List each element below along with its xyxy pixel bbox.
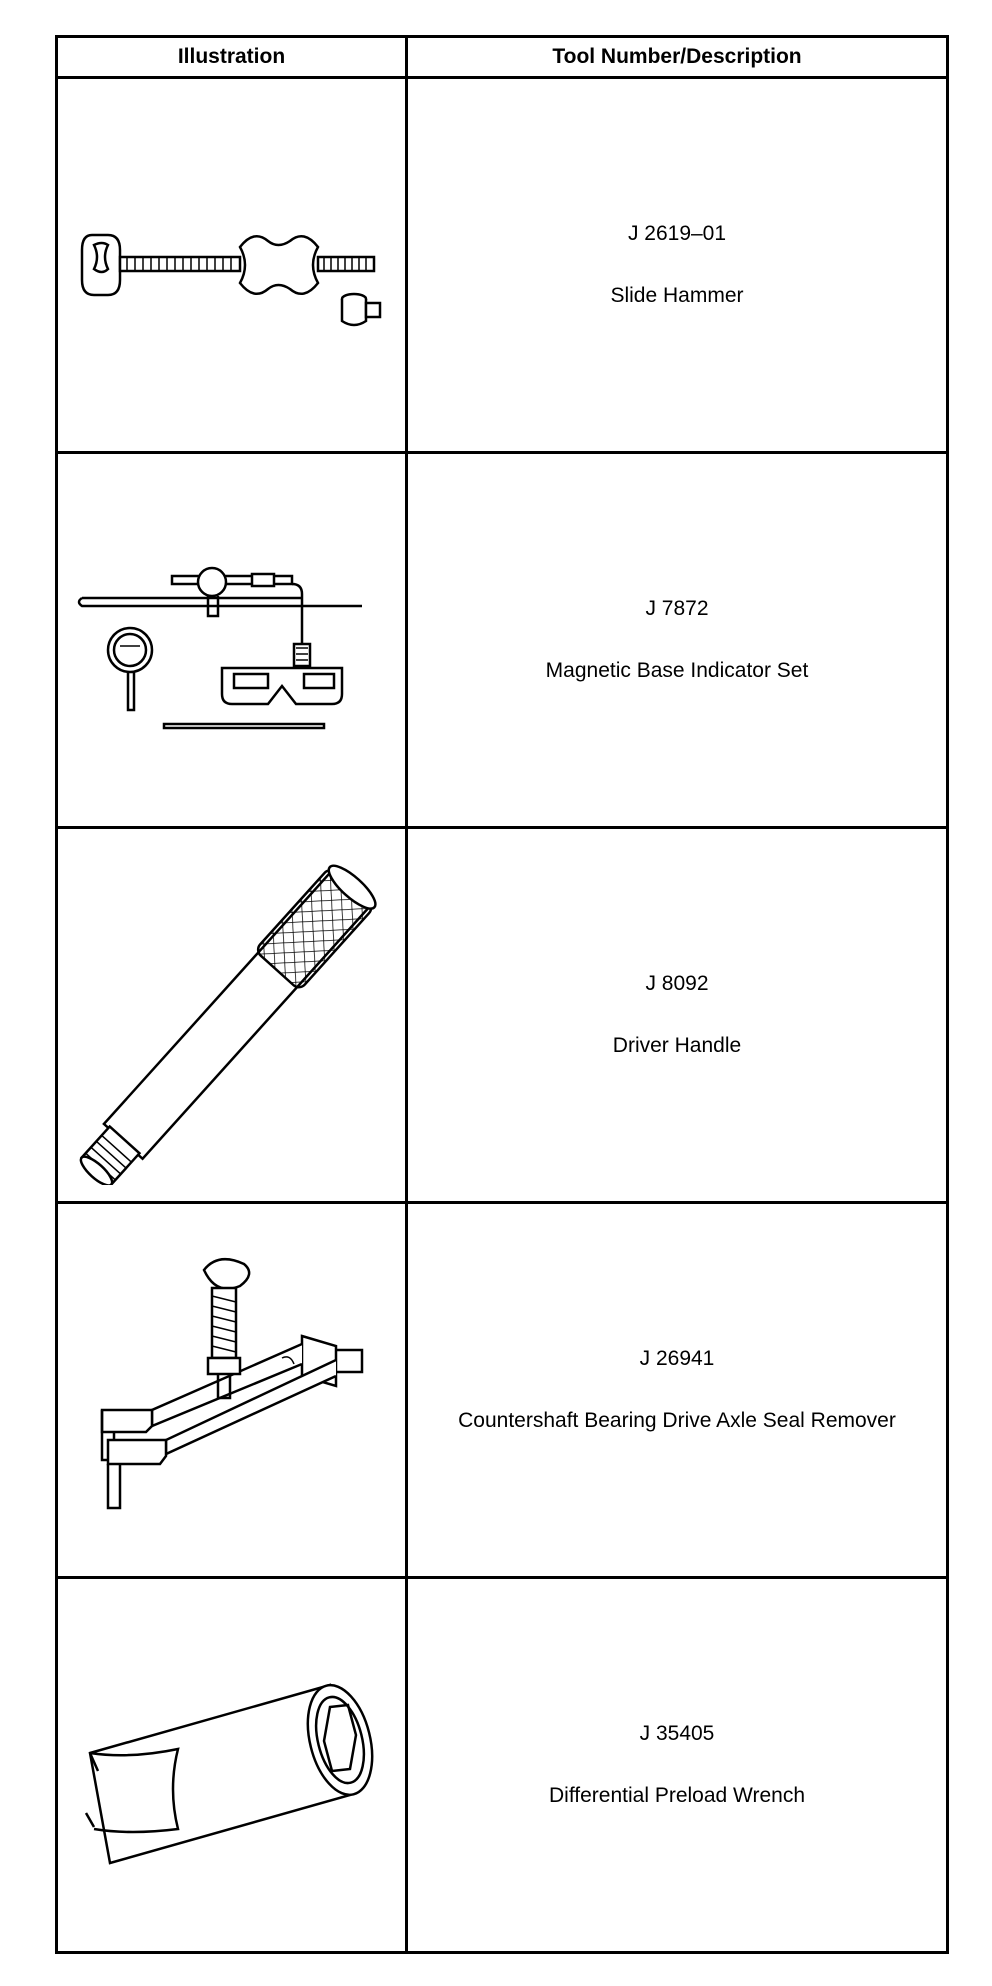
table-row: [57, 1578, 948, 1953]
illustration-cell: [57, 1203, 407, 1578]
table-row: [57, 453, 948, 828]
illustration-cell: [57, 78, 407, 453]
tool-description: Driver Handle: [612, 1034, 742, 1057]
tool-number: J 8092: [645, 972, 709, 995]
description-header: Tool Number/Description: [407, 37, 948, 78]
tool-description: Differential Preload Wrench: [548, 1784, 806, 1807]
illustration-header: Illustration: [57, 37, 407, 78]
table-row: [57, 828, 948, 1203]
header-row: [57, 37, 948, 78]
tool-number: J 2619–01: [627, 222, 727, 245]
tool-description: Magnetic Base Indicator Set: [545, 659, 809, 682]
table-row: [57, 78, 948, 453]
tool-number: J 35405: [639, 1722, 715, 1745]
preload-wrench-icon: [72, 1635, 392, 1895]
magnetic-base-indicator-icon: [72, 540, 392, 740]
illustration-cell: [57, 1578, 407, 1953]
illustration-cell: [57, 828, 407, 1203]
description-cell: [407, 1203, 948, 1578]
description-cell: [407, 453, 948, 828]
tool-description: Countershaft Bearing Drive Axle Seal Remover: [458, 1409, 896, 1432]
illustration-cell: [57, 453, 407, 828]
description-cell: [407, 1578, 948, 1953]
slide-hammer-icon: [72, 195, 392, 335]
tool-number: J 7872: [645, 597, 709, 620]
seal-remover-icon: [72, 1240, 392, 1540]
table-row: [57, 1203, 948, 1578]
description-cell: [407, 828, 948, 1203]
tool-description: Slide Hammer: [610, 284, 744, 307]
tool-table: [55, 35, 949, 1954]
driver-handle-icon: [72, 845, 392, 1185]
tool-number: J 26941: [639, 1347, 715, 1370]
description-cell: [407, 78, 948, 453]
